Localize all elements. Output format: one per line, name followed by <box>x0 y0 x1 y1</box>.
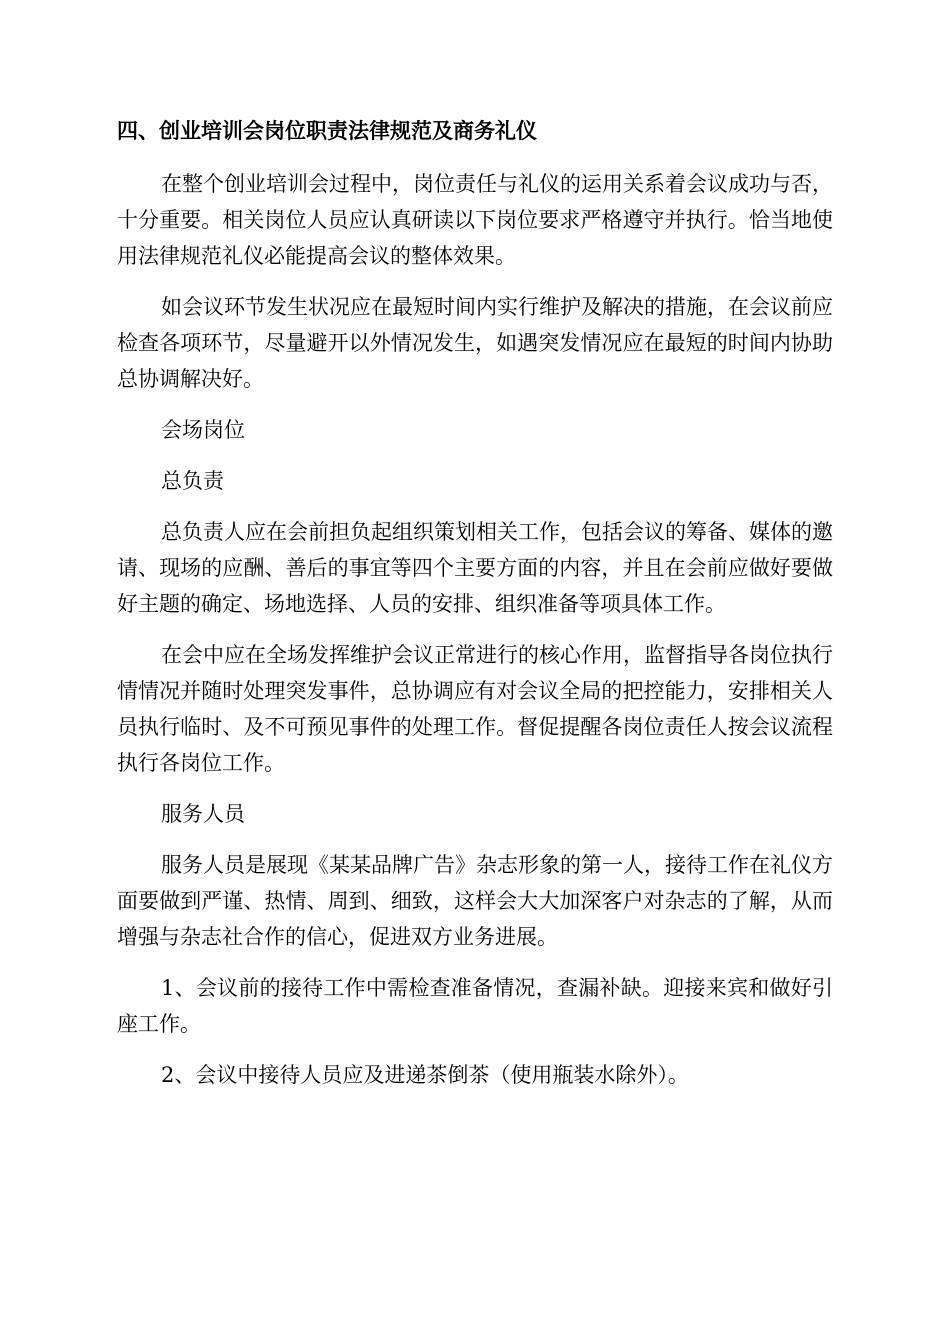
paragraph-incident-handling: 如会议环节发生状况应在最短时间内实行维护及解决的措施，在会议前应检查各项环节，尽量避开以外情况发生，如遇突发情况应在最短的时间内协助总协调解决好。 <box>117 295 833 391</box>
paragraph-intro: 在整个创业培训会过程中，岗位责任与礼仪的运用关系着会议成功与否，十分重要。相关岗位人员应认真研读以下岗位要求严格遵守并执行。恰当地使用法律规范礼仪必能提高会议的整体效果。 <box>117 172 833 268</box>
paragraph-service-staff: 服务人员是展现《某某品牌广告》杂志形象的第一人，接待工作在礼仪方面要做到严谨、热情、周到、细致，这样会大大加深客户对杂志的了解，从而增强与杂志社合作的信心，促进双方业务进展。 <box>117 853 833 949</box>
paragraph-manager-pre-meeting: 总负责人应在会前担负起组织策划相关工作，包括会议的筹备、媒体的邀请、现场的应酬、善后的事宜等四个主要方面的内容，并且在会前应做好要做好主题的确定、场地选择、人员的安排、组织准备等项具体工作。 <box>117 520 833 616</box>
subheading-service-staff: 服务人员 <box>161 802 245 826</box>
list-item-1: 1、会议前的接待工作中需检查准备情况，查漏补缺。迎接来宾和做好引座工作。 <box>117 976 833 1036</box>
document-body <box>117 166 833 1108</box>
section-heading: 四、创业培训会岗位职责法律规范及商务礼仪 <box>117 119 537 143</box>
paragraph-manager-during-meeting: 在会中应在全场发挥维护会议正常进行的核心作用，监督指导各岗位执行情情况并随时处理突发事件，总协调应有对会议全局的把控能力，安排相关人员执行临时、及不可预见事件的处理工作。督促提醒各岗位责任人按会议流程执行各岗位工作。 <box>117 643 833 775</box>
subheading-venue-positions: 会场岗位 <box>161 418 245 442</box>
subheading-general-manager: 总负责 <box>161 469 224 493</box>
list-item-2: 2、会议中接待人员应及进递茶倒茶（使用瓶装水除外）。 <box>161 1063 689 1087</box>
